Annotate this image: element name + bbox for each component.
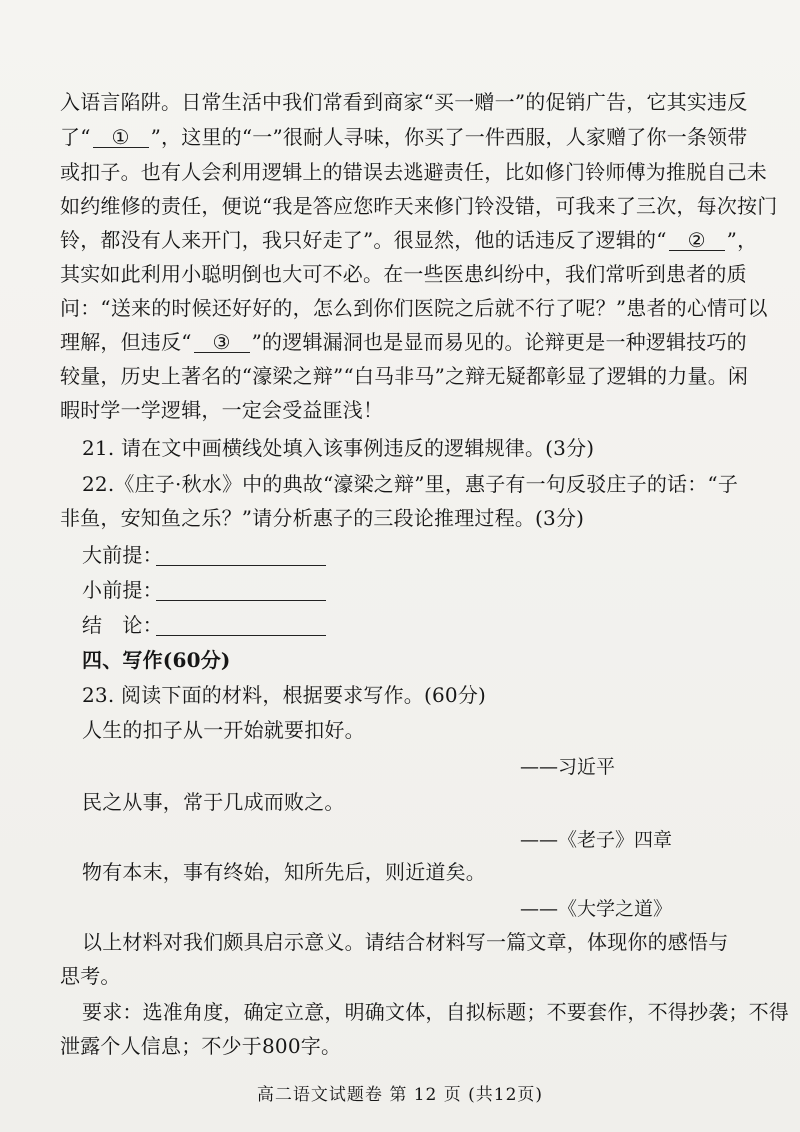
passage-line-3: 或扣子。也有人会利用逻辑上的错误去逃避责任，比如修门铃师傅为推脱自己未 xyxy=(60,160,767,184)
quote-1: 人生的扣子从一开始就要扣好。 xyxy=(82,718,365,742)
answer-blank-2[interactable]: ② xyxy=(669,230,725,251)
question-21: 21. 请在文中画横线处填入该事例违反的逻辑规律。(3分) xyxy=(82,436,595,460)
passage-line-9: 较量，历史上著名的“濠梁之辩”“白马非马”之辩无疑都彰显了逻辑的力量。闲 xyxy=(60,364,749,388)
writing-prompt-line-1: 以上材料对我们颇具启示意义。请结合材料写一篇文章，体现你的感悟与 xyxy=(82,930,729,954)
quote-3-source: ——《大学之道》 xyxy=(520,898,673,920)
passage-text: ”， xyxy=(726,228,758,252)
major-premise-answer-line[interactable] xyxy=(156,565,326,566)
writing-prompt-line-2: 思考。 xyxy=(60,964,121,988)
passage-line-4: 如约维修的责任，便说“我是答应您昨天来修门铃没错，可我来了三次，每次按门 xyxy=(60,194,778,218)
writing-requirements-line-2: 泄露个人信息；不少于800字。 xyxy=(60,1034,342,1058)
answer-blank-3[interactable]: ③ xyxy=(194,332,250,353)
passage-line-7: 问：“送来的时候还好好的，怎么到你们医院之后就不行了呢？”患者的心情可以 xyxy=(60,296,768,320)
passage-text: 铃，都没有人来开门，我只好走了”。很显然，他的话违反了逻辑的“ xyxy=(60,228,667,252)
question-23: 23. 阅读下面的材料，根据要求写作。(60分) xyxy=(82,683,487,707)
passage-text: ”，这里的“一”很耐人寻味，你买了一件西服，人家赠了你一条领带 xyxy=(150,125,748,149)
passage-line-1: 入语言陷阱。日常生活中我们常看到商家“买一赠一”的促销广告，它其实违反 xyxy=(60,90,748,114)
conclusion-answer-line[interactable] xyxy=(156,635,326,636)
passage-line-10: 暇时学一学逻辑，一定会受益匪浅！ xyxy=(60,398,384,422)
minor-premise-answer-line[interactable] xyxy=(156,600,326,601)
passage-text: 理解，但违反“ xyxy=(60,330,192,354)
quote-2: 民之从事，常于几成而败之。 xyxy=(82,790,345,814)
writing-requirements-line-1: 要求：选准角度，确定立意，明确文体，自拟标题；不要套作，不得抄袭；不得 xyxy=(82,1000,789,1024)
major-premise-label: 大前提： xyxy=(82,543,163,567)
question-22-line-1: 22.《庄子·秋水》中的典故“濠梁之辩”里，惠子有一句反驳庄子的话：“子 xyxy=(82,472,739,496)
minor-premise-label: 小前提： xyxy=(82,578,163,602)
quote-1-source: ——习近平 xyxy=(520,756,616,778)
passage-line-8 xyxy=(60,330,750,354)
quote-3: 物有本末，事有终始，知所先后，则近道矣。 xyxy=(82,860,486,884)
passage-line-2 xyxy=(60,125,750,149)
conclusion-row xyxy=(82,613,772,637)
minor-premise-row xyxy=(82,578,772,602)
conclusion-label: 结 论： xyxy=(82,613,163,637)
page-footer: 高二语文试题卷 第 12 页 (共12页) xyxy=(256,1085,544,1105)
passage-line-6: 其实如此利用小聪明倒也大可不必。在一些医患纠纷中，我们常听到患者的质 xyxy=(60,262,747,286)
quote-2-source: ——《老子》四章 xyxy=(520,829,673,851)
answer-blank-1[interactable]: ① xyxy=(93,127,149,148)
question-22-line-2: 非鱼，安知鱼之乐？”请分析惠子的三段论推理过程。(3分) xyxy=(60,506,585,530)
passage-line-5 xyxy=(60,228,758,252)
passage-text: ”的逻辑漏洞也是显而易见的。论辩更是一种逻辑技巧的 xyxy=(251,330,747,354)
major-premise-row xyxy=(82,543,772,567)
section-title-writing: 四、写作(60分) xyxy=(82,648,231,672)
passage-text: 了“ xyxy=(60,125,91,149)
